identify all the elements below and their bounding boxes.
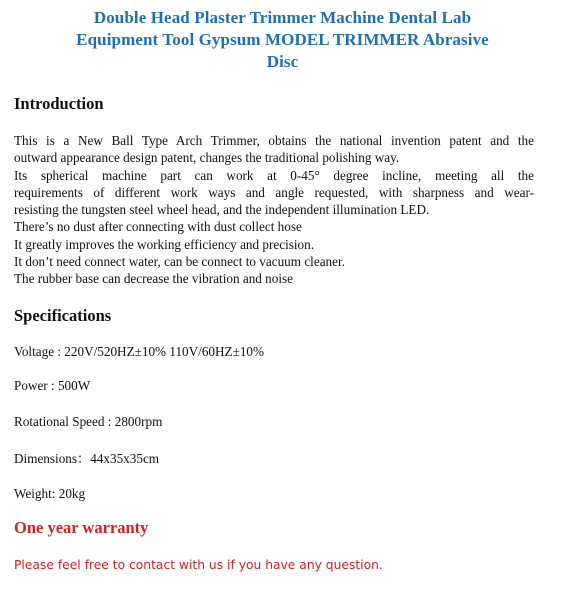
introduction-line: outward appearance design patent, changes the traditional polishing way.: [14, 150, 400, 166]
warranty-notice: One year warranty: [14, 518, 149, 537]
introduction-line: There’s no dust after connecting with dust collect hose: [14, 219, 302, 235]
spec-power: Power : 500W: [14, 378, 91, 393]
introduction-line: It don’t need connect water, can be connect to vacuum cleaner.: [14, 254, 345, 270]
introduction-line: requirements of different work ways and angle requested, with sharpness and wear-: [14, 184, 534, 200]
introduction-line: It greatly improves the working efficiency and precision.: [14, 236, 315, 252]
introduction-line: The rubber base can decrease the vibration and noise: [14, 271, 294, 287]
spec-weight: Weight: 20kg: [14, 486, 86, 501]
introduction-line: resisting the tungsten steel wheel head, and the independent illumination LED.: [14, 202, 430, 218]
product-title-line-2: Equipment Tool Gypsum MODEL TRIMMER Abrasive: [76, 30, 489, 49]
product-title-line-3: Disc: [266, 52, 299, 71]
spec-rotational-speed: Rotational Speed : 2800rpm: [14, 414, 163, 429]
specifications-heading: Specifications: [14, 306, 112, 325]
spec-voltage: Voltage : 220V/520HZ±10% 110V/60HZ±10%: [14, 344, 264, 359]
contact-notice: Please feel free to contact with us if you have any question.: [14, 558, 383, 572]
spec-dimensions: Dimensions：44x35x35cm: [14, 451, 160, 466]
product-title: [10, 7, 555, 73]
product-title-line-1: Double Head Plaster Trimmer Machine Dental Lab: [93, 8, 472, 27]
introduction-heading: Introduction: [14, 94, 104, 113]
introduction-line: Its spherical machine part can work at 0-45° degree incline, meeting all the: [14, 167, 534, 183]
introduction-body: [14, 132, 534, 288]
introduction-line: This is a New Ball Type Arch Trimmer, obtains the national invention patent and the: [14, 133, 534, 148]
